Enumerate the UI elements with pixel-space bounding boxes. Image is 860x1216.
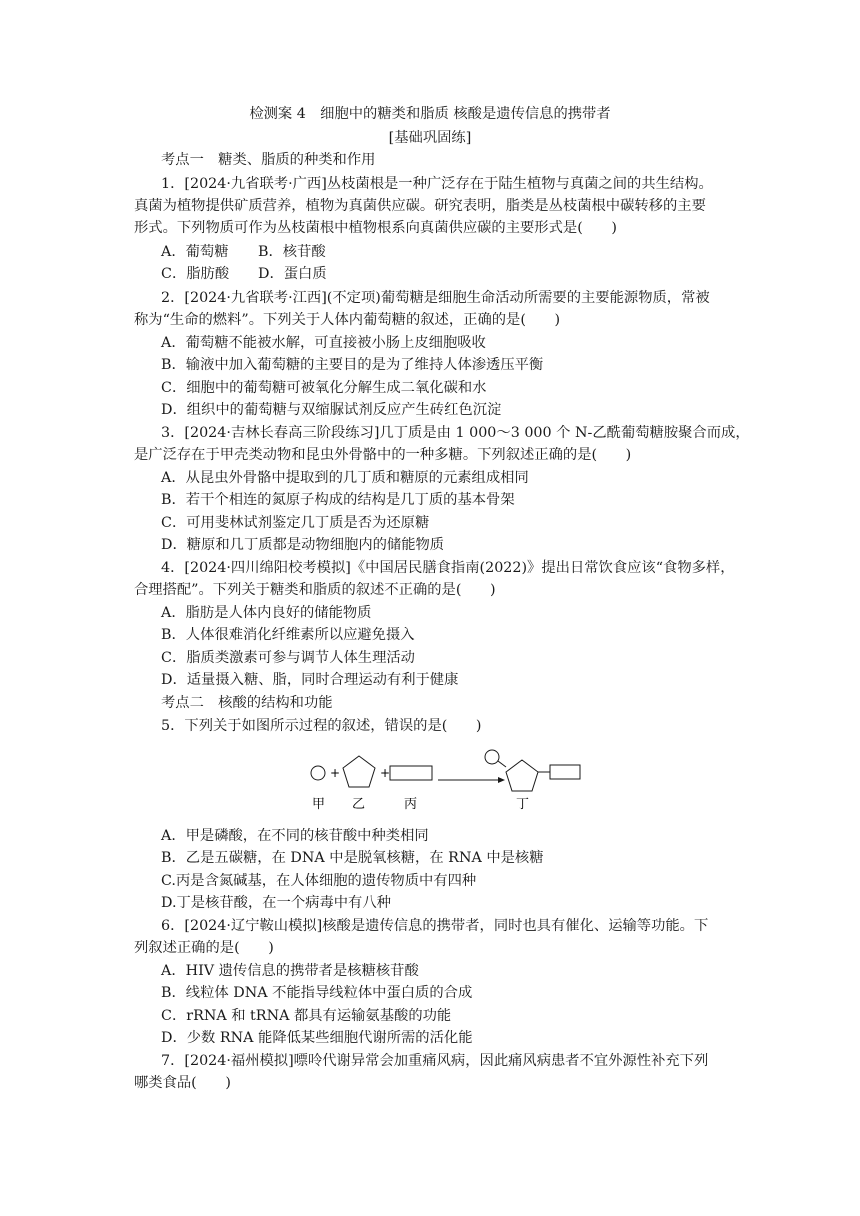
question-4-line-2: 合理搭配”。下列关于糖类和脂质的叙述不正确的是( ) [134,582,496,598]
question-6-line-1: 6．[2024·辽宁鞍山模拟]核酸是遗传信息的携带者，同时也具有催化、运输等功能。下 [161,918,709,934]
nucleotide-base [550,765,580,779]
question-3-option-b: B．若干个相连的氮原子构成的结构是几丁质的基本骨架 [161,492,515,508]
nucleotide-phosphate [485,750,499,764]
question-5-option-c: C.丙是含氮碱基，在人体细胞的遗传物质中有四种 [161,873,477,889]
question-3-option-a: A．从昆虫外骨骼中提取到的几丁质和糖原的元素组成相同 [161,470,529,486]
question-3-option-c: C．可用斐林试剂鉴定几丁质是否为还原糖 [161,515,430,531]
diagram-svg [300,742,600,812]
page-title: 检测案 4 细胞中的糖类和脂质 核酸是遗传信息的携带者 [249,106,611,122]
question-3-line-1: 3．[2024·吉林长春高三阶段练习]几丁质是由 1 000～3 000 个 N-乙酰葡萄糖胺聚合而成， [161,425,750,441]
question-5-line-1: 5．下列关于如图所示过程的叙述，错误的是( ) [161,718,482,734]
question-4-option-b: B．人体很难消化纤维素所以应避免摄入 [161,627,415,643]
question-1-line-3: 形式。下列物质可作为丛枝菌根中植物根系向真菌供应碳的主要形式是( ) [134,220,617,236]
question-1-line-2: 真菌为植物提供矿质营养，植物为真菌供应碳。研究表明，脂类是丛枝菌根中碳转移的主要 [134,198,706,214]
question-3-option-d: D．糖原和几丁质都是动物细胞内的储能物质 [161,537,445,553]
question-2-line-2: 称为“生命的燃料”。下列关于人体内葡萄糖的叙述，正确的是( ) [134,312,561,328]
pentose-pentagon [343,756,375,787]
section-heading-2: 考点二 核酸的结构和功能 [161,695,333,711]
question-5-option-a: A．甲是磷酸，在不同的核苷酸中种类相同 [161,828,429,844]
base-rectangle [390,766,432,780]
question-6-option-d: D．少数 RNA 能降低某些细胞代谢所需的活化能 [161,1030,473,1046]
question-1-option-c: C．脂肪酸 [161,266,230,282]
question-2-option-d: D．组织中的葡萄糖与双缩脲试剂反应产生砖红色沉淀 [161,402,502,418]
question-6-option-c: C．rRNA 和 tRNA 都具有运输氨基酸的功能 [161,1008,452,1024]
question-4-option-d: D．适量摄入糖、脂，同时合理运动有利于健康 [161,672,459,688]
plus-sign-2: + [380,766,391,780]
question-2-line-1: 2．[2024·九省联考·江西](不定项)葡萄糖是细胞生命活动所需要的主要能源物质，常被 [161,290,710,306]
question-1-option-b: B．核苷酸 [258,244,326,260]
question-6-option-a: A．HIV 遗传信息的携带者是核糖核苷酸 [161,963,419,979]
nucleotide-formation-diagram [300,742,600,812]
arrow-head [498,777,505,783]
section-heading-1: 考点一 糖类、脂质的种类和作用 [161,152,376,168]
page-subtitle: [基础巩固练] [388,130,472,146]
question-4-line-1: 4．[2024·四川绵阳校考模拟]《中国居民膳食指南(2022)》提出日常饮食应该“食物多样， [161,560,735,576]
question-1-option-a: A．葡萄糖 [161,244,229,260]
question-7-line-2: 哪类食品( ) [134,1075,231,1091]
label-ding: 丁 [516,797,530,812]
question-5-option-b: B．乙是五碳糖，在 DNA 中是脱氧核糖，在 RNA 中是核糖 [161,850,544,866]
question-4-option-a: A．脂肪是人体内良好的储能物质 [161,605,372,621]
question-1-line-1: 1．[2024·九省联考·广西]丛枝菌根是一种广泛存在于陆生植物与真菌之间的共生结构。 [161,176,713,192]
question-2-option-b: B．输液中加入葡萄糖的主要目的是为了维持人体渗透压平衡 [161,357,544,373]
phosphate-bond [498,761,506,767]
question-6-option-b: B．线粒体 DNA 不能指导线粒体中蛋白质的合成 [161,985,473,1001]
question-1-option-d: D．蛋白质 [258,266,327,282]
question-4-option-c: C．脂质类激素可参与调节人体生理活动 [161,650,415,666]
question-3-line-2: 是广泛存在于甲壳类动物和昆虫外骨骼中的一种多糖。下列叙述正确的是( ) [134,447,632,463]
nucleotide-pentose [506,760,538,791]
question-5-option-d: D.丁是核苷酸，在一个病毒中有八种 [161,895,391,911]
question-6-line-2: 列叙述正确的是( ) [134,940,274,956]
question-7-line-1: 7．[2024·福州模拟]嘌呤代谢异常会加重痛风病，因此痛风病患者不宜外源性补充下列 [161,1053,709,1069]
question-2-option-a: A．葡萄糖不能被水解，可直接被小肠上皮细胞吸收 [161,335,486,351]
plus-sign-1: + [330,766,341,780]
label-yi: 乙 [352,797,366,812]
phosphate-circle [311,766,325,780]
label-jia: 甲 [312,797,326,812]
question-2-option-c: C．细胞中的葡萄糖可被氧化分解生成二氧化碳和水 [161,380,487,396]
label-bing: 丙 [404,797,418,812]
